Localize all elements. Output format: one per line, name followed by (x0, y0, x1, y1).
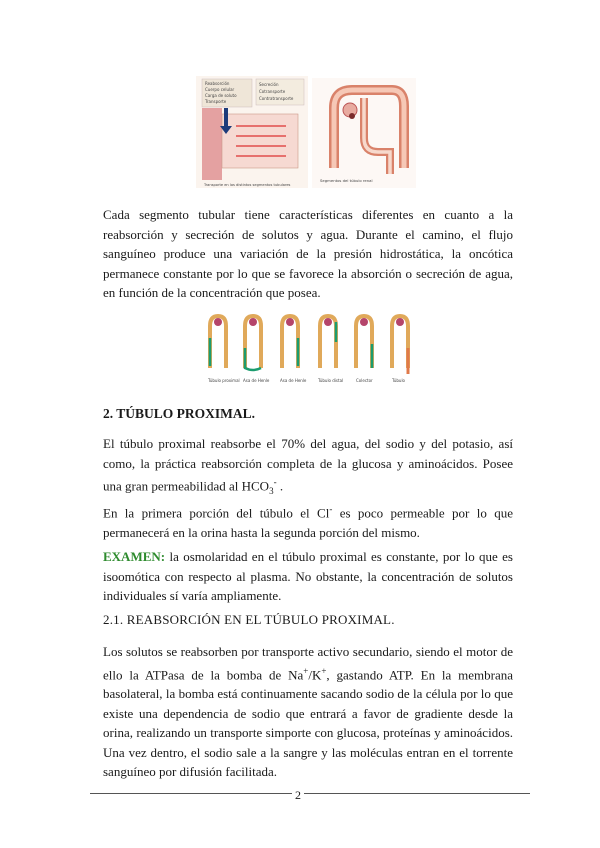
figure-box2-line: Secreción (259, 82, 279, 87)
paragraph-segments (103, 205, 513, 303)
exam-label: EXAMEN: (103, 549, 166, 564)
hco3-subscript: 3 (269, 485, 274, 496)
figure-box2-line: Cotransporte (259, 89, 286, 94)
subsection-heading: 2.1. REABSORCIÓN EN EL TÚBULO PROXIMAL. (103, 612, 395, 627)
tubule-label: Asa de Henle (243, 378, 270, 383)
paragraph-text: El túbulo proximal reabsorbe el 70% del agua, del sodio y del potasio, así como, la práctica reabsorción completa de la glucosa y aminoácidos. Posee una gran permeabilidad al HCO (103, 436, 513, 494)
paragraph-text: , gastando ATP. En la membrana basolateral, la bomba está continuamente sacando sodio de la célula por lo que existe una dependencia de sodio que entrará a favor de gradiente desde la orina, realizando un transporte simporte con glucosa, proteínas y aminoácidos. Una vez dentro, el sodio sale a la sangre y las moléculas entran en el torrente sanguíneo por difusión facilitada. (103, 666, 514, 780)
figure-box1-line: Reabsorción (205, 81, 230, 86)
tubule-label: Asa de Henle (280, 378, 307, 383)
na-superscript: + (303, 665, 309, 676)
tubule-label: Túbulo distal (318, 378, 344, 383)
hco3-superscript: - (273, 477, 277, 487)
paragraph-end: . (276, 478, 284, 494)
figure-box1-line: Transporte (205, 99, 227, 104)
figure-box1-line: Cuerpo celular (205, 87, 235, 92)
paragraph-text: En la primera porción del túbulo el Cl (103, 505, 330, 521)
figure-box2-line: Contratransporte (259, 96, 294, 101)
exam-note (103, 547, 513, 606)
cl-superscript: - (329, 504, 333, 514)
figure-box1-line: Carga de soluto (205, 93, 237, 98)
tubule-label: Túbulo proximal (208, 378, 240, 383)
tubule-label: Túbulo (392, 378, 406, 383)
paragraph-text: es poco permeable por lo que permanecerá en la orina hasta la segunda porción del mismo. (103, 505, 513, 540)
paragraph-reabsorption (103, 642, 513, 782)
slash-k: /K (308, 666, 322, 682)
tubule-label: Colector (356, 378, 373, 383)
exam-text: la osmolaridad en el túbulo proximal es constante, por lo que es isoomótica con respecto al plasma. No obstante, la concentración de solutos individuales sí varía ampliamente. (103, 549, 513, 603)
paragraph-proximal (103, 434, 513, 501)
k-superscript: + (321, 665, 327, 676)
page-number: 2 (292, 788, 304, 803)
paragraph-text: Los solutos se reabsorben por transporte activo secundario, siendo el motor de ello la ATPasa de la bomba de Na (103, 644, 513, 682)
paragraph-text: Cada segmento tubular tiene características diferentes en cuanto a la reabsorción y secreción de solutos y agua. Durante el camino, el flujo sanguíneo produce una variación de la presión hidrostática, la oncótica permanece constante por lo que se favorece la absorción o secreción de agua, en función de la concentración que posea. (103, 207, 513, 300)
section-heading: 2. TÚBULO PROXIMAL. (103, 406, 256, 421)
footer-divider (90, 793, 530, 794)
figure-caption: Transporte en los distintos segmentos tubulares (204, 183, 291, 187)
figure-caption: Segmentos del túbulo renal (320, 178, 373, 183)
figure-tubular-transport (196, 76, 308, 188)
paragraph-chloride (103, 500, 513, 542)
figure-renal-tubule (312, 78, 416, 188)
figure-tubule-segments (198, 308, 422, 392)
